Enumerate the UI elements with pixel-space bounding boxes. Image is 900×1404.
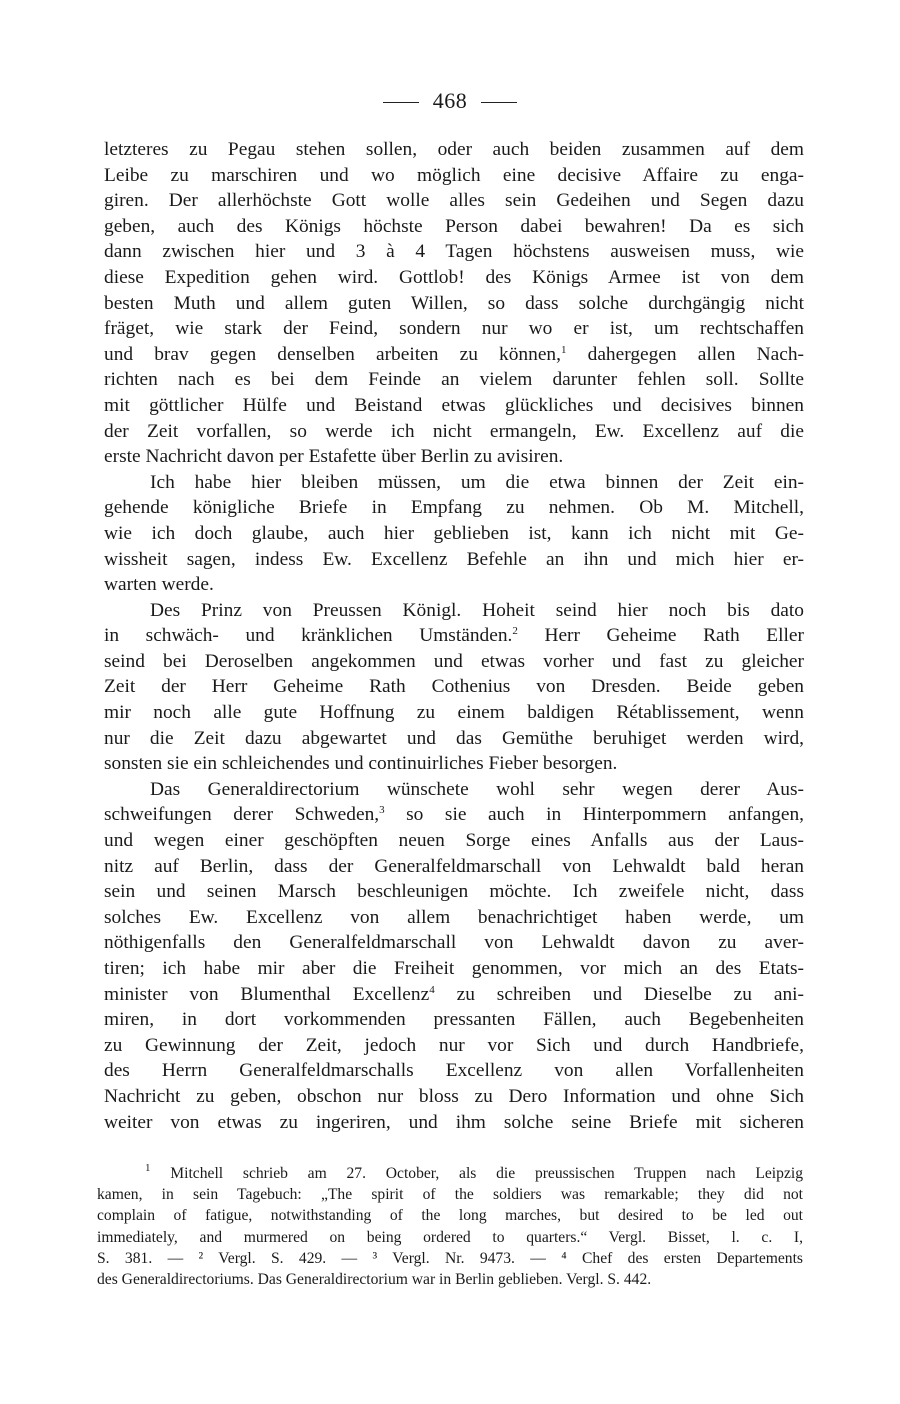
footnote-line [97, 1227, 803, 1248]
body-line [104, 444, 804, 470]
line-text: des Generaldirectoriums. Das Generaldirectorium war in Berlin geblieben. Vergl. S. 442. [97, 1270, 652, 1288]
body-line [104, 419, 804, 445]
line-text: miren, in dort vorkommenden pressanten Fällen, auch Begebenheiten [104, 1009, 804, 1031]
body-line [104, 1033, 804, 1059]
line-text: fräget, wie stark der Feind, sondern nur wo er ist, um rechtschaffen [104, 318, 804, 340]
body-line [104, 1058, 804, 1084]
body-line [104, 777, 804, 803]
line-text: diese Expedition gehen wird. Gottlob! des Königs Armee ist von dem [104, 266, 804, 288]
footnote-line [97, 1163, 803, 1184]
footnotes [97, 1163, 803, 1290]
line-text-continued: dahergegen allen Nach- [566, 343, 804, 365]
line-text: Des Prinz von Preussen Königl. Hoheit seind hier noch bis dato [150, 599, 804, 621]
footnote-line [97, 1269, 803, 1290]
body-line [104, 1007, 804, 1033]
header-dash-right [481, 102, 517, 103]
body-line [104, 623, 804, 649]
footnote-reference: 3 [379, 804, 385, 817]
body-line [104, 291, 804, 317]
body-line [104, 649, 804, 675]
line-text: richten nach es bei dem Feinde an vielem darunter fehlen soll. Sollte [104, 369, 804, 391]
body-line [104, 879, 804, 905]
footnote-line [97, 1205, 803, 1226]
line-text: mir noch alle gute Hoffnung zu einem baldigen Rétablissement, wenn [104, 702, 804, 724]
line-text: Nachricht zu geben, obschon nur bloss zu Dero Information und ohne Sich [104, 1085, 804, 1107]
line-text: sein und seinen Marsch beschleunigen möchte. Ich zweifele nicht, dass [104, 881, 804, 903]
header-dash-left [383, 102, 419, 103]
footnote-marker: 1 [145, 1162, 151, 1174]
line-text: gehende königliche Briefe in Empfang zu nehmen. Ob M. Mitchell, [104, 497, 804, 519]
body-text [104, 137, 804, 1135]
body-line [104, 700, 804, 726]
line-text: schweifungen derer Schweden, [104, 804, 380, 826]
body-line [104, 239, 804, 265]
body-line [104, 930, 804, 956]
line-text: nur die Zeit dazu abgewartet und das Gemüthe beruhiget werden wird, [104, 727, 804, 749]
line-text: in schwäch- und kränklichen Umständen. [104, 625, 513, 647]
line-text: Leibe zu marschiren und wo möglich eine decisive Affaire zu enga- [104, 164, 804, 186]
footnote-reference: 4 [429, 983, 435, 996]
line-text: S. 381. — ² Vergl. S. 429. — ³ Vergl. Nr. 9473. — ⁴ Chef des ersten Departements [97, 1249, 803, 1267]
body-line [104, 367, 804, 393]
line-text: geben, auch des Königs höchste Person dabei bewahren! Da es sich [104, 215, 804, 237]
body-line [104, 137, 804, 163]
body-line [104, 905, 804, 931]
body-line [104, 188, 804, 214]
body-line [104, 342, 804, 368]
body-line [104, 1110, 804, 1136]
line-text: und brav gegen denselben arbeiten zu können, [104, 343, 561, 365]
line-text: solches Ew. Excellenz von allem benachrichtiget haben werde, um [104, 906, 804, 928]
line-text: Ich habe hier bleiben müssen, um die etwa binnen der Zeit ein- [150, 471, 804, 493]
body-line [104, 521, 804, 547]
body-line [104, 828, 804, 854]
line-text: giren. Der allerhöchste Gott wolle alles sein Gedeihen und Segen dazu [104, 190, 804, 212]
line-text: tiren; ich habe mir aber die Freiheit genommen, vor mich an des Etats- [104, 958, 804, 979]
body-line [104, 956, 804, 982]
line-text: Zeit der Herr Geheime Rath Cothenius von Dresden. Beide geben [104, 676, 804, 698]
body-line [104, 802, 804, 828]
body-line [104, 214, 804, 240]
body-line [104, 674, 804, 700]
line-text: wie ich doch glaube, auch hier geblieben ist, kann ich nicht mit Ge- [104, 522, 804, 544]
line-text: und wegen einer geschöpften neuen Sorge eines Anfalls aus der Laus- [104, 830, 804, 852]
line-text-continued: Herr Geheime Rath Eller [517, 625, 804, 647]
line-text: weiter von etwas zu ingeriren, und ihm solche seine Briefe mit sicheren [104, 1111, 804, 1133]
body-line [104, 982, 804, 1008]
page-header [0, 88, 900, 114]
line-text: seind bei Deroselben angekommen und etwas vorher und fast zu gleicher [104, 650, 804, 672]
body-line [104, 854, 804, 880]
line-text: minister von Blumenthal Excellenz [104, 983, 430, 1005]
line-text: nitz auf Berlin, dass der Generalfeldmarschall von Lehwaldt bald heran [104, 855, 804, 877]
line-text: besten Muth und allem guten Willen, so dass solche durchgängig nicht [104, 292, 804, 314]
line-text: der Zeit vorfallen, so werde ich nicht ermangeln, Ew. Excellenz auf die [104, 420, 804, 442]
line-text: nöthigenfalls den Generalfeldmarschall von Lehwaldt davon zu aver- [104, 932, 804, 954]
footnote-line [97, 1184, 803, 1205]
line-text-continued: so sie auch in Hinterpommern anfangen, [384, 804, 804, 826]
body-line [104, 495, 804, 521]
body-line [104, 265, 804, 291]
line-text: des Herrn Generalfeldmarschalls Excellenz von allen Vorfallenheiten [104, 1060, 804, 1082]
line-text: erste Nachricht davon per Estafette über Berlin zu avisiren. [104, 446, 564, 468]
body-line [104, 572, 804, 598]
line-text-continued: zu schreiben und Dieselbe zu ani- [434, 983, 805, 1005]
footnote-reference: 2 [512, 625, 518, 638]
page-number: 468 [432, 88, 468, 113]
footnote-line [97, 1248, 803, 1269]
footnote-reference: 1 [560, 343, 567, 356]
line-text: zu Gewinnung der Zeit, jedoch nur vor Sich und durch Handbriefe, [104, 1034, 804, 1056]
body-line [104, 316, 804, 342]
body-line [104, 393, 804, 419]
line-text: kamen, in sein Tagebuch: „The spirit of the soldiers was remarkable; they did not [97, 1186, 803, 1204]
body-line [104, 751, 804, 777]
line-text: complain of fatigue, notwithstanding of the long marches, but desired to be led out [97, 1207, 803, 1225]
body-line [104, 1084, 804, 1110]
body-line [104, 598, 804, 624]
line-text: immediately, and murmered on being ordered to quarters.“ Vergl. Bisset, l. c. I, [97, 1228, 803, 1246]
body-line [104, 470, 804, 496]
line-text: wissheit sagen, indess Ew. Excellenz Befehle an ihn und mich hier er- [104, 548, 804, 570]
body-line [104, 726, 804, 752]
line-text: mit göttlicher Hülfe und Beistand etwas glückliches und decisives binnen [104, 394, 804, 416]
line-text: warten werde. [104, 574, 214, 596]
line-text: Das Generaldirectorium wünschete wohl sehr wegen derer Aus- [150, 778, 804, 800]
line-text: dann zwischen hier und 3 à 4 Tagen höchstens ausweisen muss, wie [104, 241, 804, 263]
body-line [104, 547, 804, 573]
line-text: Mitchell schrieb am 27. October, als die preussischen Truppen nach Leipzig [170, 1165, 803, 1182]
line-text: letzteres zu Pegau stehen sollen, oder auch beiden zusammen auf dem [104, 139, 804, 160]
line-text: sonsten sie ein schleichendes und continuirliches Fieber besorgen. [104, 753, 618, 775]
body-line [104, 163, 804, 189]
